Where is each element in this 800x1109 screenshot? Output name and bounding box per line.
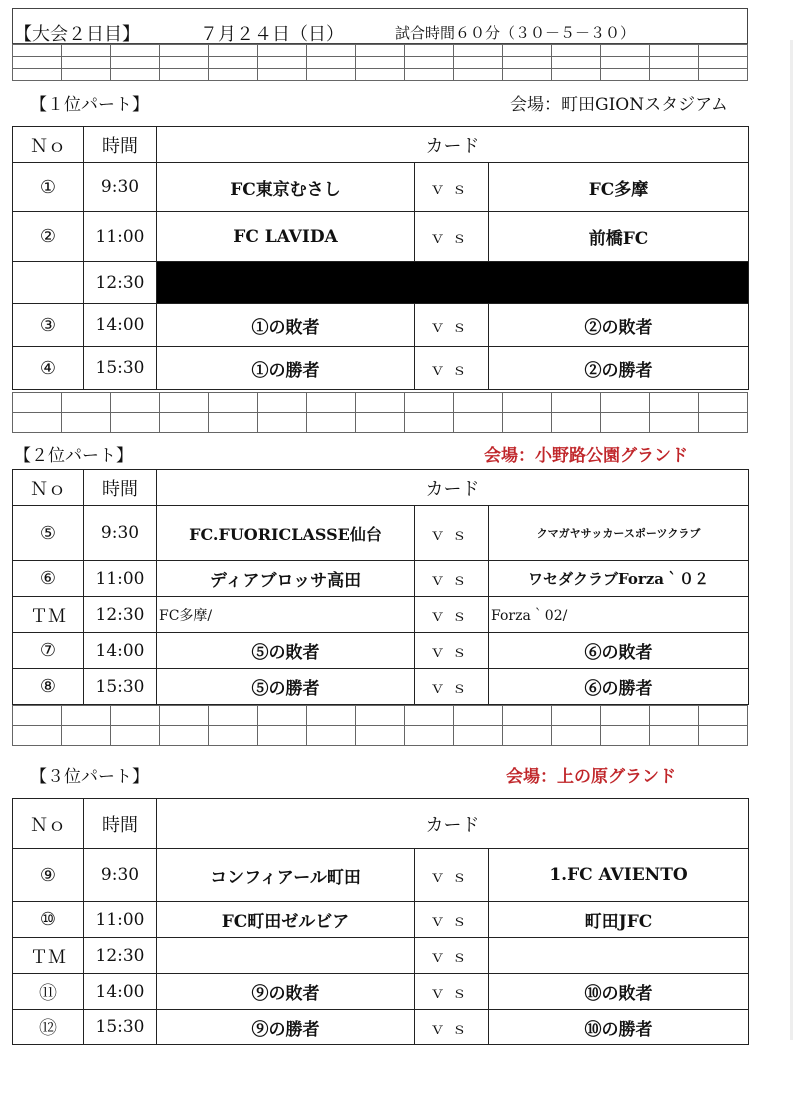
table-row — [13, 669, 749, 705]
page-edge-shadow — [790, 40, 793, 1040]
table-row — [13, 597, 749, 633]
table-row — [13, 262, 749, 304]
match-no: ＴＭ — [13, 597, 84, 633]
match-time: 11:00 — [84, 561, 157, 597]
header-match-time: 試合時間６０分（３０－５－３０） — [395, 24, 636, 42]
match-time: 15:30 — [84, 347, 157, 390]
away-team: ⑥の敗者 — [489, 633, 749, 669]
table-row — [13, 304, 749, 347]
vs-label: ｖｓ — [415, 974, 489, 1010]
match-time: 12:30 — [84, 262, 157, 304]
match-time: 9:30 — [84, 506, 157, 561]
vs-label: ｖｓ — [415, 163, 489, 212]
header-title: 【大会２日目】 — [14, 24, 140, 45]
table-row — [13, 849, 749, 902]
col-no: Ｎｏ — [13, 799, 84, 849]
home-team: ⑨の勝者 — [157, 1010, 415, 1045]
match-time: 11:00 — [84, 902, 157, 938]
table-row — [13, 633, 749, 669]
home-team: FC.FUORICLASSE仙台 — [157, 506, 415, 561]
part2-table — [12, 469, 749, 705]
vs-label: ｖｓ — [415, 633, 489, 669]
table-row — [13, 347, 749, 390]
match-no — [13, 262, 84, 304]
match-no: ⑩ — [13, 902, 84, 938]
vs-label: ｖｓ — [415, 304, 489, 347]
vs-label: ｖｓ — [415, 669, 489, 705]
match-time: 9:30 — [84, 163, 157, 212]
col-card: カード — [157, 799, 749, 849]
vs-label: ｖｓ — [415, 849, 489, 902]
home-team: FC東京むさし — [157, 163, 415, 212]
table-row — [13, 561, 749, 597]
match-time: 15:30 — [84, 669, 157, 705]
match-time: 15:30 — [84, 1010, 157, 1045]
table-row — [13, 974, 749, 1010]
match-time: 12:30 — [84, 597, 157, 633]
match-time: 9:30 — [84, 849, 157, 902]
match-time: 11:00 — [84, 212, 157, 262]
home-team: ①の勝者 — [157, 347, 415, 390]
away-team: ワセダクラブForza｀０２ — [489, 561, 749, 597]
match-time: 12:30 — [84, 938, 157, 974]
col-time: 時間 — [84, 127, 157, 163]
part2-label: 【２位パート】 — [14, 446, 133, 466]
vs-label: ｖｓ — [415, 1010, 489, 1045]
grid-band-3 — [12, 705, 748, 746]
home-team: コンフィアール町田 — [157, 849, 415, 902]
table-row — [13, 902, 749, 938]
part1-venue: 会場：町田GIONスタジアム — [510, 95, 728, 115]
away-team: 町田JFC — [489, 902, 749, 938]
part2-venue: 会場：小野路公園グランド — [484, 446, 688, 466]
match-no: ⑥ — [13, 561, 84, 597]
grid-band-2 — [12, 392, 748, 433]
vs-label: ｖｓ — [415, 938, 489, 974]
grid-band-1 — [12, 44, 748, 81]
away-team — [489, 938, 749, 974]
match-no: ⑪ — [13, 974, 84, 1010]
home-team — [157, 938, 415, 974]
part3-table — [12, 798, 749, 1045]
table-row — [13, 938, 749, 974]
match-no: ② — [13, 212, 84, 262]
away-team: ⑩の勝者 — [489, 1010, 749, 1045]
home-team: FC LAVIDA — [157, 212, 415, 262]
match-no: ⑧ — [13, 669, 84, 705]
vs-label: ｖｓ — [415, 902, 489, 938]
home-team: FC多摩/ — [157, 597, 415, 633]
col-time: 時間 — [84, 799, 157, 849]
table-row — [13, 506, 749, 561]
match-no: ⑨ — [13, 849, 84, 902]
match-no: ④ — [13, 347, 84, 390]
away-team: 1.FC AVIENTO — [489, 849, 749, 902]
match-time: 14:00 — [84, 974, 157, 1010]
home-team: ディアブロッサ高田 — [157, 561, 415, 597]
vs-label: ｖｓ — [415, 212, 489, 262]
match-no: ③ — [13, 304, 84, 347]
home-team: FC町田ゼルビア — [157, 902, 415, 938]
vs-label: ｖｓ — [415, 506, 489, 561]
home-team: ①の敗者 — [157, 304, 415, 347]
home-team: ⑤の勝者 — [157, 669, 415, 705]
away-team: クマガヤサッカースポーツクラブ — [489, 506, 749, 561]
col-no: Ｎｏ — [13, 127, 84, 163]
table-row — [13, 1010, 749, 1045]
match-no: ⑦ — [13, 633, 84, 669]
home-team: ⑤の敗者 — [157, 633, 415, 669]
match-time: 14:00 — [84, 633, 157, 669]
vs-label: ｖｓ — [415, 347, 489, 390]
away-team: 前橋FC — [489, 212, 749, 262]
match-no: ⑤ — [13, 506, 84, 561]
match-no: ⑫ — [13, 1010, 84, 1045]
col-card: カード — [157, 127, 749, 163]
part3-label: 【３位パート】 — [30, 767, 149, 787]
away-team: Forza｀02/ — [489, 597, 749, 633]
blocked-slot — [157, 262, 749, 304]
away-team: FC多摩 — [489, 163, 749, 212]
col-card: カード — [157, 470, 749, 506]
header-date: ７月２４日（日） — [200, 24, 344, 45]
away-team: ②の敗者 — [489, 304, 749, 347]
table-row — [13, 212, 749, 262]
part1-label: 【１位パート】 — [30, 95, 149, 115]
away-team: ②の勝者 — [489, 347, 749, 390]
match-no: ＴＭ — [13, 938, 84, 974]
match-time: 14:00 — [84, 304, 157, 347]
part1-table — [12, 126, 749, 390]
col-no: Ｎｏ — [13, 470, 84, 506]
vs-label: ｖｓ — [415, 561, 489, 597]
table-row — [13, 163, 749, 212]
away-team: ⑥の勝者 — [489, 669, 749, 705]
col-time: 時間 — [84, 470, 157, 506]
away-team: ⑩の敗者 — [489, 974, 749, 1010]
match-no: ① — [13, 163, 84, 212]
part3-venue: 会場：上の原グランド — [506, 767, 676, 787]
home-team: ⑨の敗者 — [157, 974, 415, 1010]
vs-label: ｖｓ — [415, 597, 489, 633]
